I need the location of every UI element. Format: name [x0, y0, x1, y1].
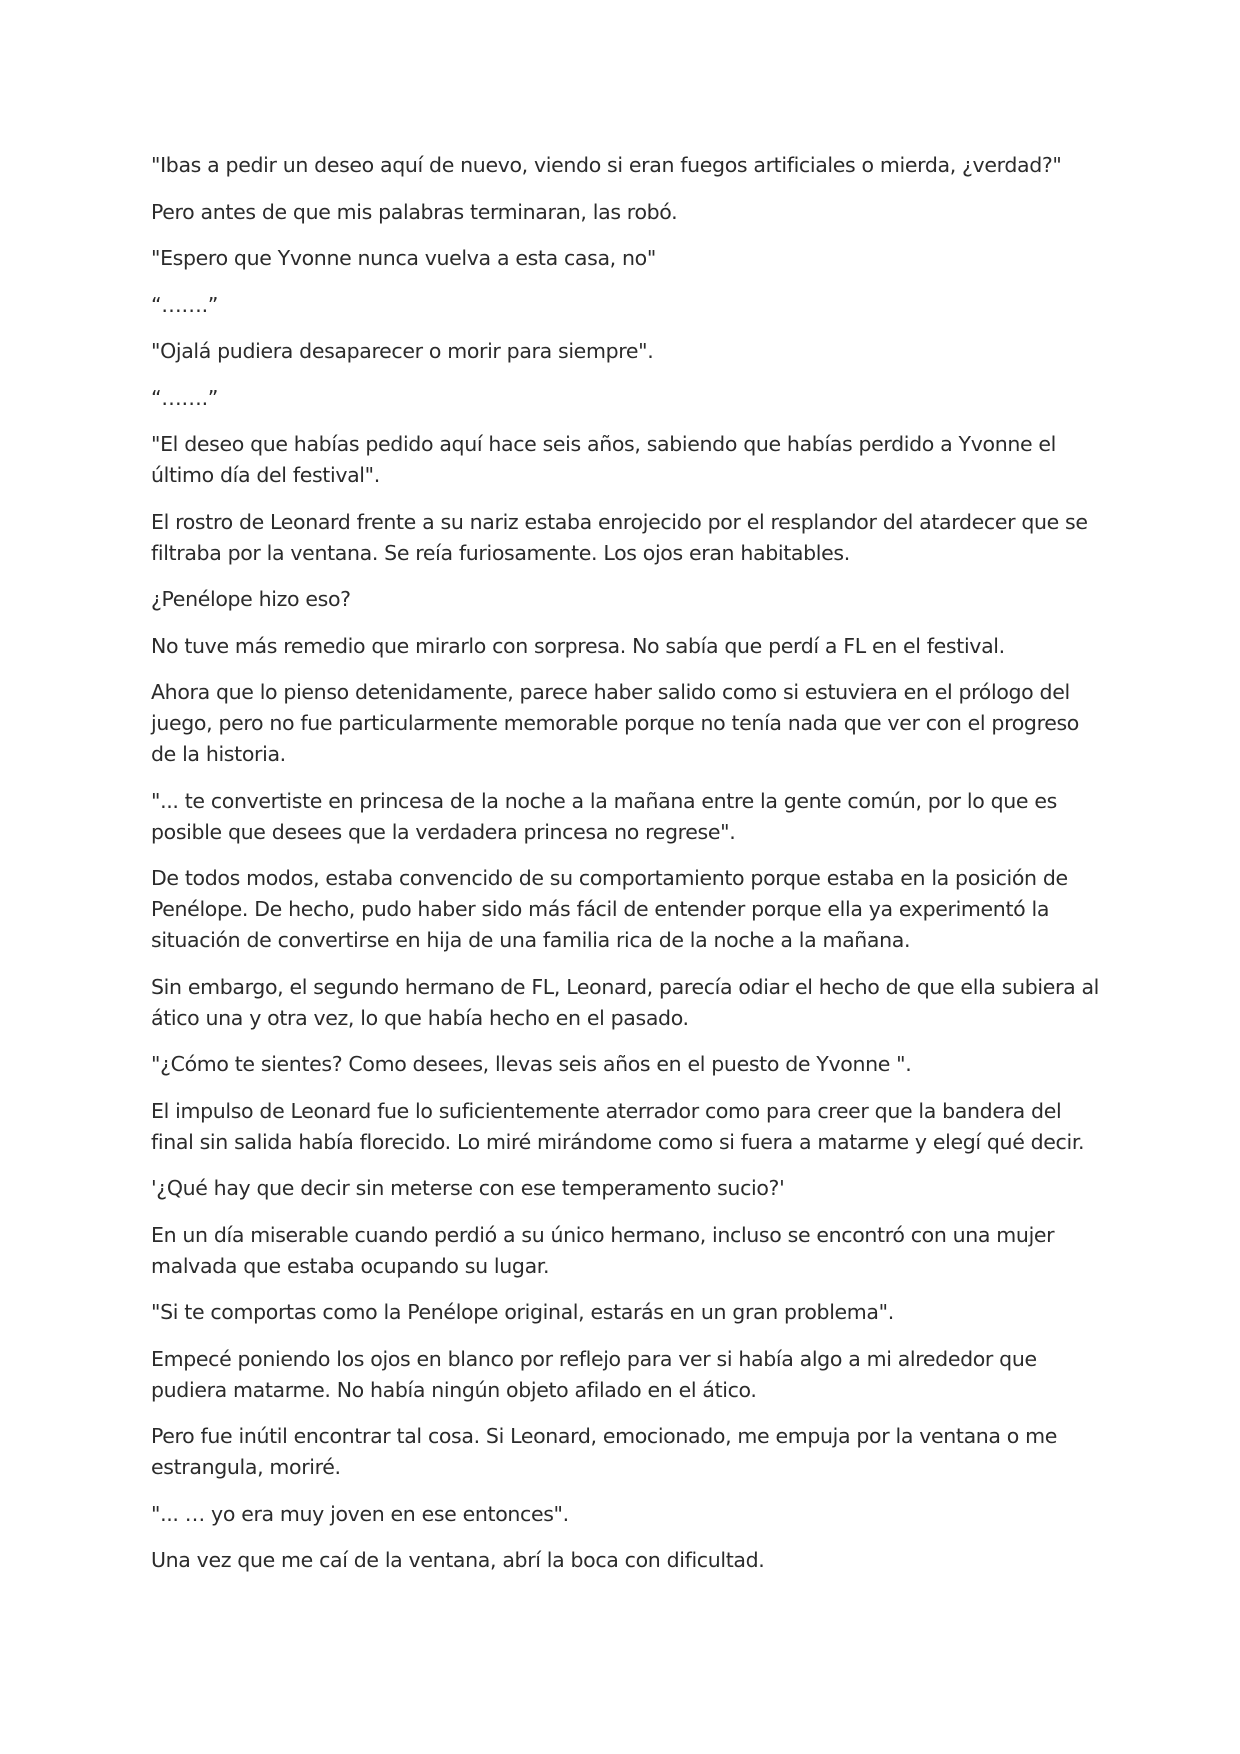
- paragraph-23: Una vez que me caí de la ventana, abrí la boca con dificultad.: [151, 1548, 765, 1572]
- paragraph-8: El rostro de Leonard frente a su nariz estaba enrojecido por el resplandor del atardecer que se filtraba por la ventana. Se reía furiosamente. Los ojos eran habitables.: [151, 509, 1088, 565]
- paragraph-17: '¿Qué hay que decir sin meterse con ese temperamento sucio?': [151, 1176, 785, 1200]
- paragraph-10: No tuve más remedio que mirarlo con sorpresa. No sabía que perdí a FL en el festival.: [151, 633, 1005, 658]
- paragraph-18: En un día miserable cuando perdió a su único hermano, incluso se encontró con una mujer malvada que estaba ocupando su lugar.: [151, 1222, 1055, 1278]
- paragraph-1: "Ibas a pedir un deseo aquí de nuevo, viendo si eran fuegos artificiales o mierda, ¿verdad?": [151, 153, 1062, 177]
- paragraph-2: Pero antes de que mis palabras terminaran, las robó.: [151, 199, 678, 224]
- paragraph-5: "Ojalá pudiera desaparecer o morir para siempre".: [151, 339, 654, 363]
- paragraph-11: Ahora que lo pienso detenidamente, parece haber salido como si estuviera en el prólogo del juego, pero no fue particularmente memorable porque no tenía nada que ver con el progreso de la historia.: [151, 680, 1079, 766]
- document-body: [151, 150, 1101, 1592]
- paragraph-4: “…….”: [151, 292, 219, 317]
- paragraph-15: "¿Cómo te sientes? Como desees, llevas seis años en el puesto de Yvonne ".: [151, 1052, 912, 1076]
- paragraph-22: "... … yo era muy joven en ese entonces".: [151, 1501, 569, 1526]
- paragraph-9: ¿Penélope hizo eso?: [151, 587, 351, 611]
- paragraph-7: "El deseo que habías pedido aquí hace seis años, sabiendo que habías perdido a Yvonne el último día del festival".: [151, 432, 1057, 487]
- paragraph-12: "... te convertiste en princesa de la noche a la mañana entre la gente común, por lo que es posible que desees que la verdadera princesa no regrese".: [151, 788, 1057, 844]
- paragraph-14: Sin embargo, el segundo hermano de FL, Leonard, parecía odiar el hecho de que ella subiera al ático una y otra vez, lo que había hecho en el pasado.: [151, 974, 1100, 1030]
- paragraph-13: De todos modos, estaba convencido de su comportamiento porque estaba en la posición de Penélope. De hecho, pudo haber sido más fácil de entender porque ella ya experimentó la situación de convertirse en hija de una familia rica de la noche a la mañana.: [151, 866, 1068, 952]
- paragraph-21: Pero fue inútil encontrar tal cosa. Si Leonard, emocionado, me empuja por la ventana o me estrangula, moriré.: [151, 1424, 1058, 1479]
- paragraph-6: “…….”: [151, 385, 219, 410]
- paragraph-20: Empecé poniendo los ojos en blanco por reflejo para ver si había algo a mi alrededor que pudiera matarme. No había ningún objeto afilado en el ático.: [151, 1346, 1037, 1402]
- paragraph-3: "Espero que Yvonne nunca vuelva a esta casa, no": [151, 246, 656, 270]
- paragraph-19: "Si te comportas como la Penélope original, estarás en un gran problema".: [151, 1300, 894, 1324]
- paragraph-16: El impulso de Leonard fue lo suficientemente aterrador como para creer que la bandera del final sin salida había florecido. Lo miré mirándome como si fuera a matarme y elegí qué decir.: [151, 1098, 1085, 1154]
